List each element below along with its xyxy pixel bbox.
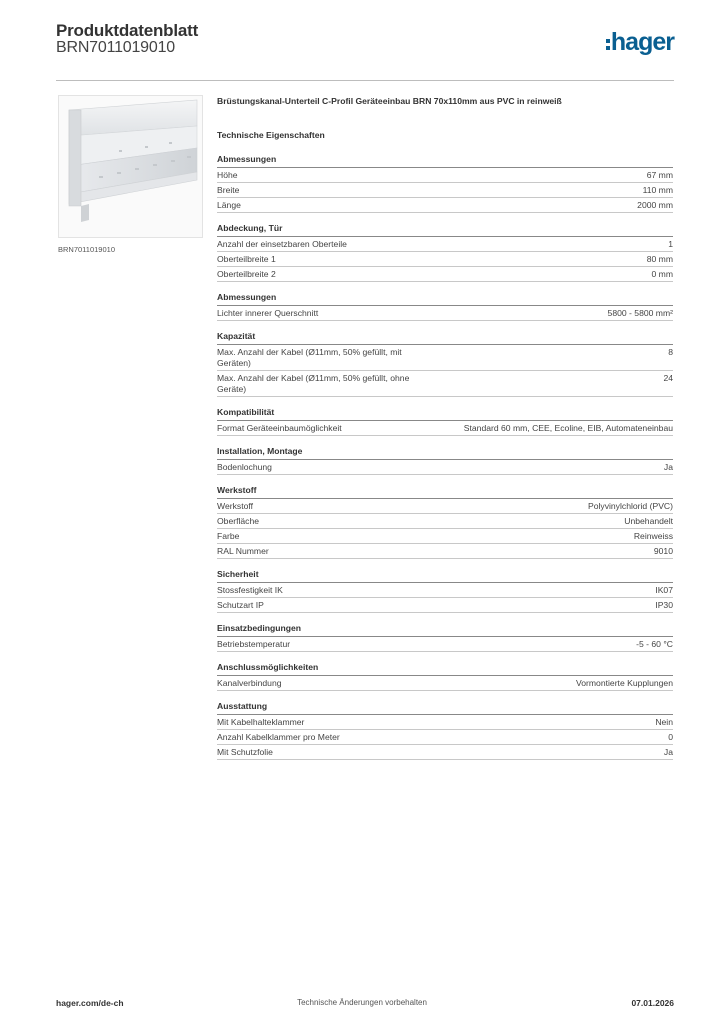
property-section [217, 701, 673, 760]
property-value: Polyvinylchlorid (PVC) [587, 501, 673, 511]
property-row [217, 345, 673, 371]
property-row [217, 460, 673, 475]
property-row [217, 168, 673, 183]
footer-disclaimer: Technische Änderungen vorbehalten [297, 998, 427, 1007]
property-value: 110 mm [642, 185, 673, 195]
property-label: Bodenlochung [217, 462, 272, 472]
property-label: Oberteilbreite 2 [217, 269, 276, 279]
property-section [217, 154, 673, 213]
property-label: Kanalverbindung [217, 678, 282, 688]
product-description: Brüstungskanal-Unterteil C-Profil Geräteeinbau BRN 70x110mm aus PVC in reinweiß [217, 96, 562, 106]
property-value: 0 mm [651, 269, 673, 279]
property-section [217, 569, 673, 613]
property-section [217, 407, 673, 436]
property-label: Farbe [217, 531, 240, 541]
property-label: Max. Anzahl der Kabel (Ø11mm, 50% gefüllt, mit Geräten) [217, 347, 402, 368]
footer-date: 07.01.2026 [631, 998, 674, 1008]
section-title: Anschlussmöglichkeiten [217, 662, 673, 676]
property-value: Reinweiss [633, 531, 673, 541]
property-section [217, 223, 673, 282]
logo-colon-icon [606, 39, 610, 50]
section-title: Abmessungen [217, 154, 673, 168]
property-value: Ja [663, 747, 673, 757]
property-section [217, 485, 673, 559]
property-section [217, 292, 673, 321]
property-value: 8 [668, 347, 673, 357]
section-title: Installation, Montage [217, 446, 673, 460]
property-label: Stossfestigkeit IK [217, 585, 283, 595]
page-title: Produktdatenblatt [56, 21, 199, 40]
property-label: Betriebstemperatur [217, 639, 291, 649]
section-title: Einsatzbedingungen [217, 623, 673, 637]
property-row [217, 499, 673, 514]
property-value: Unbehandelt [624, 516, 673, 526]
product-code: BRN7011019010 [56, 39, 175, 56]
logo-text: hager [610, 28, 674, 56]
hager-logo[interactable] [606, 28, 674, 57]
property-value: 5800 - 5800 mm² [607, 308, 673, 318]
property-row [217, 267, 673, 282]
property-row [217, 237, 673, 252]
datasheet-content [217, 96, 673, 770]
property-value: 2000 mm [637, 200, 673, 210]
image-caption: BRN7011019010 [58, 245, 115, 254]
property-label: Höhe [217, 170, 238, 180]
section-title: Sicherheit [217, 569, 673, 583]
property-row [217, 598, 673, 613]
property-row [217, 371, 673, 397]
property-row [217, 583, 673, 598]
property-label: Anzahl Kabelklammer pro Meter [217, 732, 340, 742]
property-value: 80 mm [646, 254, 673, 264]
property-row [217, 715, 673, 730]
section-title: Werkstoff [217, 485, 673, 499]
property-sections [217, 154, 673, 760]
section-title: Kapazität [217, 331, 673, 345]
property-value: 0 [668, 732, 673, 742]
property-row [217, 421, 673, 436]
property-section [217, 331, 673, 397]
property-section [217, 623, 673, 652]
property-label: Breite [217, 185, 240, 195]
tech-properties-heading: Technische Eigenschaften [217, 130, 325, 140]
property-section [217, 662, 673, 691]
property-label: Max. Anzahl der Kabel (Ø11mm, 50% gefüllt, ohne Geräte) [217, 373, 410, 394]
property-section [217, 446, 673, 475]
property-value: IK07 [655, 585, 673, 595]
property-row [217, 198, 673, 213]
property-label: Anzahl der einsetzbaren Oberteile [217, 239, 347, 249]
property-value: Nein [655, 717, 673, 727]
property-row [217, 252, 673, 267]
property-row [217, 676, 673, 691]
property-row [217, 306, 673, 321]
property-value: -5 - 60 °C [636, 639, 673, 649]
property-label: Mit Schutzfolie [217, 747, 273, 757]
section-title: Abdeckung, Tür [217, 223, 673, 237]
property-row [217, 514, 673, 529]
property-value: IP30 [655, 600, 673, 610]
property-value: 9010 [653, 546, 673, 556]
property-value: 1 [668, 239, 673, 249]
property-row [217, 730, 673, 745]
property-label: Schutzart IP [217, 600, 264, 610]
property-label: RAL Nummer [217, 546, 269, 556]
section-title: Kompatibilität [217, 407, 673, 421]
property-row [217, 637, 673, 652]
property-value: 67 mm [646, 170, 673, 180]
cable-duct-illustration [59, 96, 202, 237]
header-divider [56, 80, 674, 81]
property-row [217, 529, 673, 544]
property-label: Format Geräteeinbaumöglichkeit [217, 423, 342, 433]
property-row [217, 183, 673, 198]
property-label: Mit Kabelhalteklammer [217, 717, 305, 727]
property-row [217, 544, 673, 559]
property-label: Oberteilbreite 1 [217, 254, 276, 264]
property-label: Oberfläche [217, 516, 260, 526]
cable-duct-image [58, 95, 203, 238]
section-title: Ausstattung [217, 701, 673, 715]
footer-website-link[interactable]: hager.com/de-ch [56, 998, 124, 1008]
property-label: Werkstoff [217, 501, 253, 511]
property-value: Vormontierte Kupplungen [576, 678, 673, 688]
property-value: Ja [663, 462, 673, 472]
property-label: Länge [217, 200, 241, 210]
property-row [217, 745, 673, 760]
property-label: Lichter innerer Querschnitt [217, 308, 319, 318]
property-value: 24 [663, 373, 673, 383]
property-value: Standard 60 mm, CEE, Ecoline, EIB, Automateneinbau [463, 423, 673, 433]
section-title: Abmessungen [217, 292, 673, 306]
